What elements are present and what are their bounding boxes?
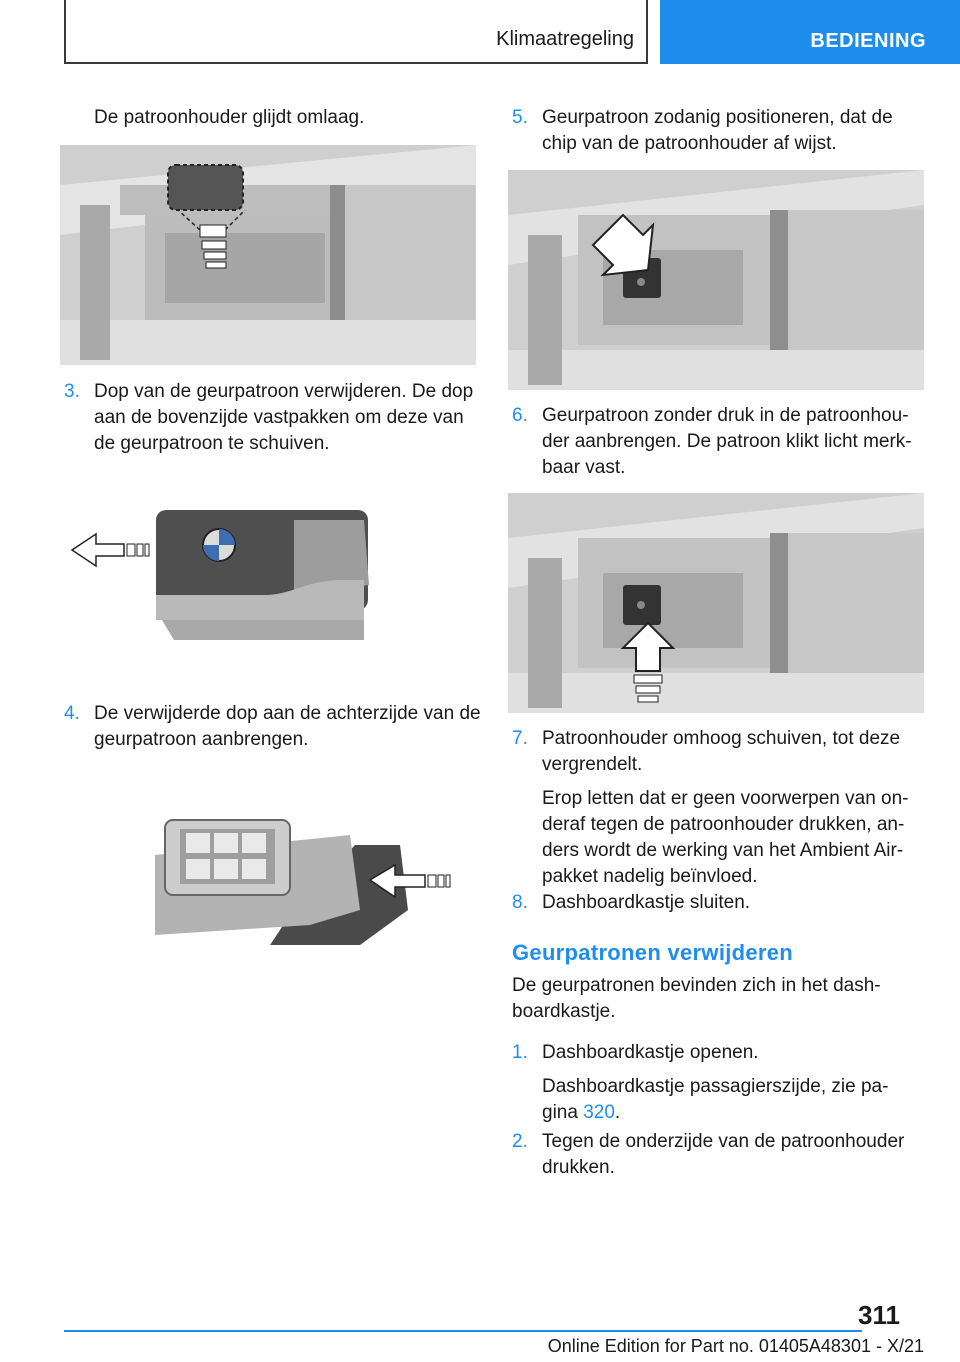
note-period: . xyxy=(614,1102,621,1123)
footer-edition: Online Edition for Part no. 01405A48301 - X/21 xyxy=(547,1336,924,1356)
step-text-line: baar vast. xyxy=(542,457,626,478)
section-intro-line: boardkastje. xyxy=(512,1001,616,1022)
step-note-line-2 xyxy=(542,1100,888,1126)
step-number: 6. xyxy=(512,405,528,426)
step-number: 8. xyxy=(512,892,528,913)
step-number: 4. xyxy=(64,703,80,724)
step-number: 5. xyxy=(512,107,528,128)
step-text-line: Geurpatroon zonder druk in de patroonhou- xyxy=(542,405,909,426)
step-note-line: ders wordt de werking van het Ambient Air- xyxy=(542,840,904,861)
section-heading: Geurpatronen verwijderen xyxy=(512,940,794,965)
step-text-line: Dashboardkastje openen. xyxy=(542,1042,759,1063)
illustration-remove-cap xyxy=(64,500,464,650)
step-text-line: aan de bovenzijde vastpakken om deze van xyxy=(94,407,464,428)
section-intro-line: De geurpatronen bevinden zich in het dash- xyxy=(512,975,881,996)
step-text-line: der aanbrengen. De patroon klikt licht merk- xyxy=(542,431,912,452)
step-text-line: Dashboardkastje sluiten. xyxy=(542,892,751,913)
page-ref-link[interactable]: 320 xyxy=(583,1102,615,1123)
step-note-line: deraf tegen de patroonhouder drukken, an- xyxy=(542,814,905,835)
footer-rule xyxy=(64,1330,862,1332)
note-text: gina xyxy=(542,1102,584,1123)
header-section-box xyxy=(64,0,648,64)
step-text-line: vergrendelt. xyxy=(542,754,643,775)
step-number: 3. xyxy=(64,381,80,402)
header-section-title: Klimaatregeling xyxy=(496,28,634,50)
page-number: 311 xyxy=(858,1300,900,1330)
step-number: 1. xyxy=(512,1042,528,1063)
header-chapter-label: BEDIENING xyxy=(810,30,926,52)
step-note-line: Dashboardkastje passagierszijde, zie pa- xyxy=(542,1076,889,1097)
photo-insert-cartridge xyxy=(508,493,924,713)
step-text-line: Patroonhouder omhoog schuiven, tot deze xyxy=(542,728,901,749)
step-number: 2. xyxy=(512,1131,528,1152)
step-note-line: Erop letten dat er geen voorwerpen van on- xyxy=(542,788,909,809)
step-text-line: drukken. xyxy=(542,1157,615,1178)
step-text-line: Geurpatroon zodanig positioneren, dat de xyxy=(542,107,893,128)
step-text-line: Tegen de onderzijde van de patroonhouder xyxy=(542,1131,905,1152)
step-text-line: de geurpatroon te schuiven. xyxy=(94,433,330,454)
intro-text: De patroonhouder glijdt omlaag. xyxy=(94,107,365,128)
step-number: 7. xyxy=(512,728,528,749)
step-note-line: pakket nadelig beïnvloed. xyxy=(542,866,758,887)
header-chapter-tab[interactable] xyxy=(660,0,960,64)
step-text-line: geurpatroon aanbrengen. xyxy=(94,729,309,750)
section-intro xyxy=(512,973,881,1025)
step-text-line: Dop van de geurpatroon verwijderen. De dop xyxy=(94,381,474,402)
photo-position-cartridge xyxy=(508,170,924,390)
step-text-line: chip van de patroonhouder af wijst. xyxy=(542,133,837,154)
illustration-attach-cap xyxy=(150,815,460,955)
step-text-line: De verwijderde dop aan de achterzijde van de xyxy=(94,703,481,724)
photo-holder-lowered xyxy=(60,145,476,365)
